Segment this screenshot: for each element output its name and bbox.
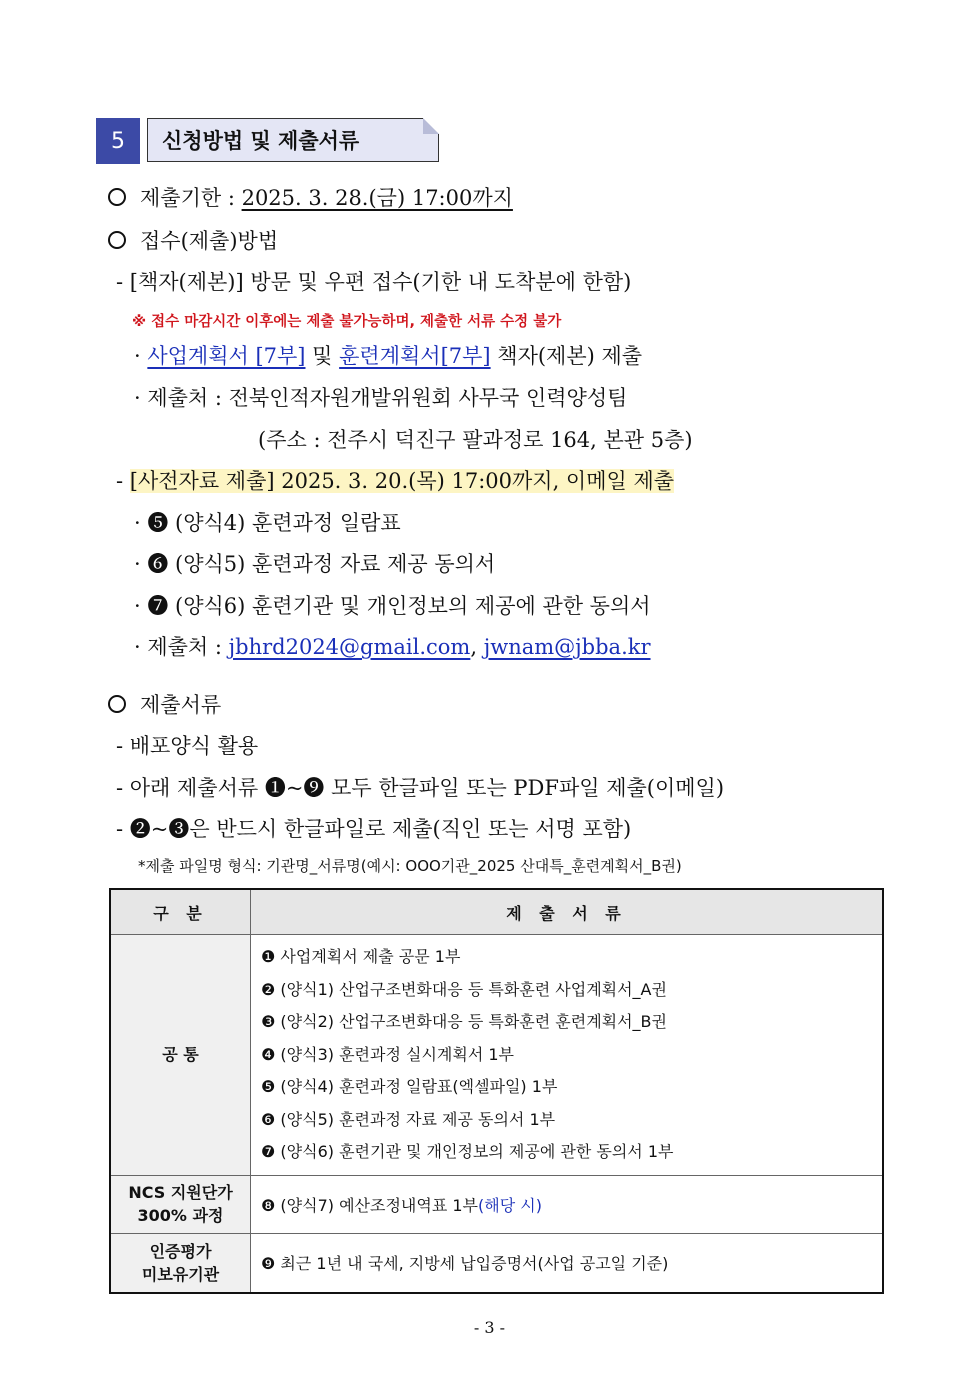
header-category: 구 분 [110,889,251,935]
header-documents: 제 출 서 류 [251,889,884,935]
common-label: 공 통 [110,935,251,1176]
list-item: ❹ (양식3) 훈련과정 실시계획서 1부 [261,1044,515,1064]
filename-note: *제출 파일명 형식: 기관명_서류명(예시: OOO기관_2025 산대특_훈련계획서_B권) [138,857,682,875]
pre-item-6: · ❻ (양식5) 훈련과정 자료 제공 동의서 [134,552,496,576]
ncs-item [251,1175,884,1233]
ncs-item-note: (해당 시) [478,1195,542,1215]
method-heading [108,225,278,255]
section-title [147,118,439,162]
email-link-1[interactable]: jbhrd2024@gmail.com [228,635,471,659]
table-row [110,1175,883,1233]
deadline-label: 제출기한 : [140,186,242,210]
ncs-label-line-1: NCS 지원단가 [128,1183,233,1202]
list-item: ❼ (양식6) 훈련기관 및 개인정보의 제공에 관한 동의서 1부 [261,1142,674,1161]
training-plan-link[interactable]: 훈련계획서[7부] [339,344,491,368]
list-item: ❸ (양식2) 산업구조변화대응 등 특화훈련 훈련계획서_B권 [261,1012,667,1031]
method-heading-text: 접수(제출)방법 [140,229,279,253]
copies-prefix: · [134,344,148,368]
page-number: - 3 - [473,1318,506,1337]
ncs-label-line-2: 300% 과정 [137,1206,224,1225]
copies-suffix: 책자(제본) 제출 [490,344,643,368]
section-title-text: 신청방법 및 제출서류 [162,129,360,153]
pre-submission-highlight: [사전자료 제출] 2025. 3. 20.(목) 17:00까지, 이메일 제출 [129,469,675,493]
table-row [110,1233,883,1293]
ncs-item-text: ❽ (양식7) 예산조정내역표 1부 [261,1195,479,1215]
table-row [110,935,883,1176]
deadline-value: 2025. 3. 28.(금) 17:00까지 [241,186,513,210]
email-line [134,631,651,661]
cert-label [110,1233,251,1293]
cert-label-line-2: 미보유기관 [141,1264,220,1284]
pre-item-7: · ❼ (양식6) 훈련기관 및 개인정보의 제공에 관한 동의서 [134,594,651,618]
submission-address: (주소 : 전주시 덕진구 팔과정로 164, 본관 5층) [258,428,693,452]
table-header-row [110,889,883,935]
email-label: · 제출처 : [134,635,229,659]
docs-line-3: - ❷~❸은 반드시 한글파일로 제출(직인 또는 서명 포함) [116,817,632,841]
pre-dash: - [116,469,130,493]
list-item: ❻ (양식5) 훈련과정 자료 제공 동의서 1부 [261,1109,556,1129]
warning-note: ※ 접수 마감시간 이후에는 제출 불가능하며, 제출한 서류 수정 불가 [132,314,562,330]
list-item: ❺ (양식4) 훈련과정 일람표(엑셀파일) 1부 [261,1077,558,1096]
email-link-2[interactable]: jwnam@jbba.kr [483,635,651,659]
business-plan-link[interactable]: 사업계획서 [7부] [147,344,306,368]
copies-mid: 및 [305,344,340,368]
section-number: 5 [96,118,140,164]
submission-place: · 제출처 : 전북인적자원개발위원회 사무국 인력양성팀 [134,386,628,410]
documents-heading-text: 제출서류 [140,693,222,717]
list-item: ❶ 사업계획서 제출 공문 1부 [261,947,461,966]
documents-heading [108,689,221,719]
email-separator: , [470,635,484,659]
deadline-line [108,182,513,212]
docs-line-2: - 아래 제출서류 ❶~❾ 모두 한글파일 또는 PDF파일 제출(이메일) [116,776,725,800]
ncs-label [110,1175,251,1233]
circle-bullet-icon [108,695,126,713]
cert-item: ❾ 최근 1년 내 국세, 지방세 납입증명서(사업 공고일 기준) [251,1233,884,1293]
common-items [251,935,884,1176]
folded-corner-icon [423,118,439,134]
documents-table [109,888,884,1294]
copies-line [134,340,642,370]
circle-bullet-icon [108,231,126,249]
docs-line-1: - 배포양식 활용 [116,734,259,758]
circle-bullet-icon [108,188,126,206]
list-item: ❷ (양식1) 산업구조변화대응 등 특화훈련 사업계획서_A권 [261,979,667,999]
cert-label-line-1: 인증평가 [149,1241,212,1261]
pre-item-5: · ❺ (양식4) 훈련과정 일람표 [134,511,401,535]
book-submission-line: - [책자(제본)] 방문 및 우편 접수(기한 내 도착분에 한함) [116,270,632,294]
pre-submission-line [116,465,674,495]
